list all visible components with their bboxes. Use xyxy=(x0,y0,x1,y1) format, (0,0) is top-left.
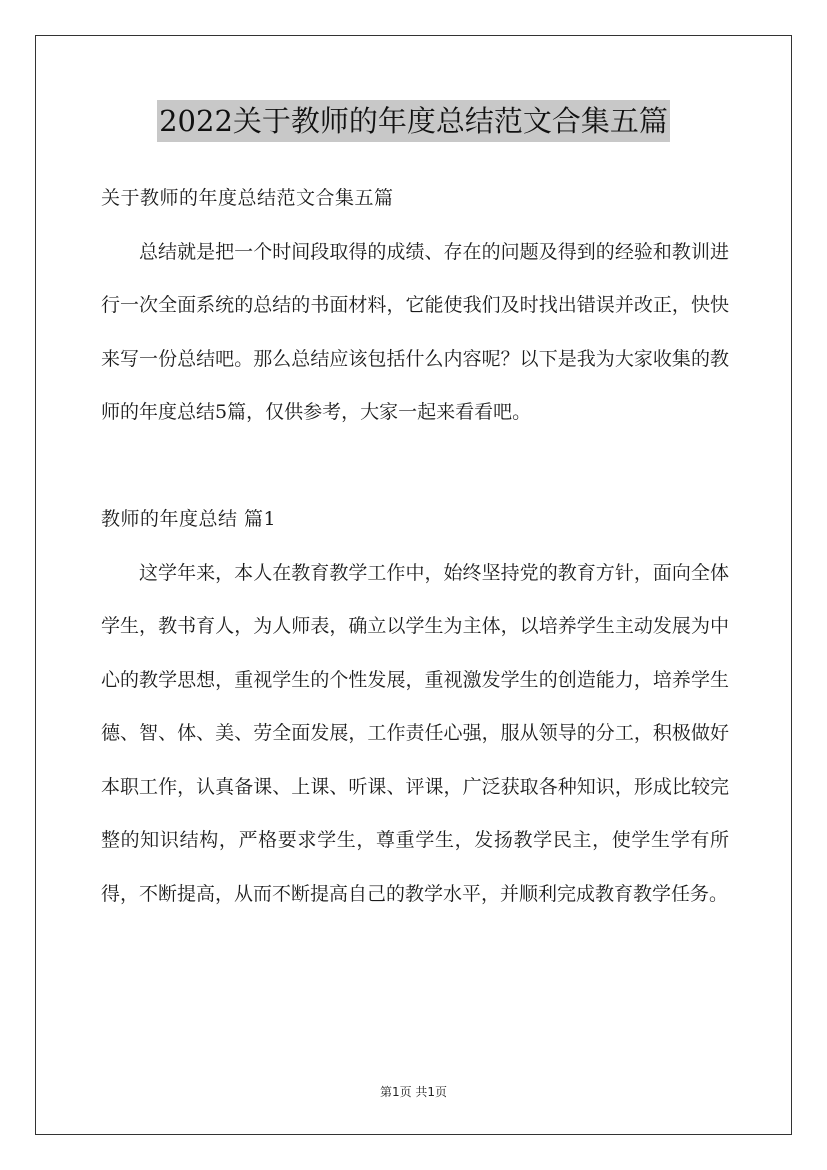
title-container xyxy=(0,100,827,142)
page-number: 第1页 共1页 xyxy=(379,1085,448,1099)
paragraph-spacer xyxy=(101,440,729,494)
document-body xyxy=(101,172,729,921)
section-heading: 教师的年度总结 篇1 xyxy=(101,508,277,530)
document-title: 2022关于教师的年度总结范文合集五篇 xyxy=(157,100,670,142)
page-footer xyxy=(0,1083,827,1100)
document-subtitle: 关于教师的年度总结范文合集五篇 xyxy=(101,187,394,209)
intro-paragraph: 总结就是把一个时间段取得的成绩、存在的问题及得到的经验和教训进行一次全面系统的总结的书面材料，它能使我们及时找出错误并改正，快快来写一份总结吧。那么总结应该包括什么内容呢？以下是我为大家收集的教师的年度总结5篇，仅供参考，大家一起来看看吧。 xyxy=(101,240,729,423)
section-paragraph: 这学年来，本人在教育教学工作中，始终坚持党的教育方针，面向全体学生，教书育人，为人师表，确立以学生为主体，以培养学生主动发展为中心的教学思想，重视学生的个性发展，重视激发学生的创造能力，培养学生德、智、体、美、劳全面发展，工作责任心强，服从领导的分工，积极做好本职工作，认真备课、上课、听课、评课，广泛获取各种知识，形成比较完整的知识结构，严格要求学生，尊重学生，发扬教学民主，使学生学有所得，不断提高，从而不断提高自己的教学水平，并顺利完成教育教学任务。 xyxy=(101,561,729,905)
